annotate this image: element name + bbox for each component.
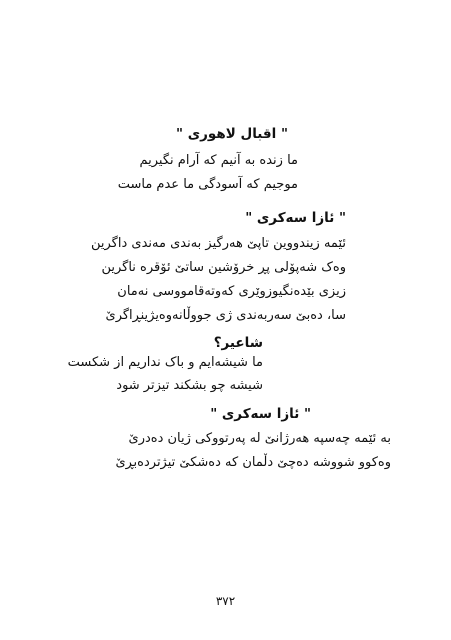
poet-heading-azad: " ئازا سەکری "	[245, 210, 346, 226]
section-heading-poet: شاعیر؟	[213, 335, 263, 351]
verse-line: بە ئێمە چەسپە هەرژانێ لە پەرتووکی ژیان دەدرێ	[128, 431, 391, 446]
verse-line: سا، دەبێ سەربەندی ژی جووڵانەوەیژینڕاگرێ	[105, 308, 346, 323]
poet-heading-iqbal: " اقبال لاهوری "	[176, 126, 288, 142]
verse-line: وەکوو شووشە دەچێ دڵمان کە دەشکێ تیژتردەبڕێ	[115, 455, 391, 470]
verse-line: ما شیشەایم و باک نداریم از شکست	[67, 355, 263, 370]
verse-line: موجیم که آسودگی ما عدم ماست	[117, 177, 298, 192]
verse-line: ما زنده به آنیم که آرام نگیریم	[139, 153, 298, 168]
poet-heading-azad: " ئازا سەکری "	[210, 406, 311, 422]
verse-line: ئێمە زیندووین تاپێ هەرگیز بەندی مەندی داگرین	[91, 236, 346, 251]
verse-line: وەک شەپۆلی پڕ خرۆشین ساتێ ئۆقرە ناگرین	[101, 260, 346, 275]
verse-line: زیزی بێدەنگیوزوێری کەوتەقامووسی نەمان	[117, 284, 346, 299]
page-number: ٣٧٢	[215, 594, 236, 608]
verse-line: شیشە چو بشکند تیزتر شود	[116, 378, 263, 393]
